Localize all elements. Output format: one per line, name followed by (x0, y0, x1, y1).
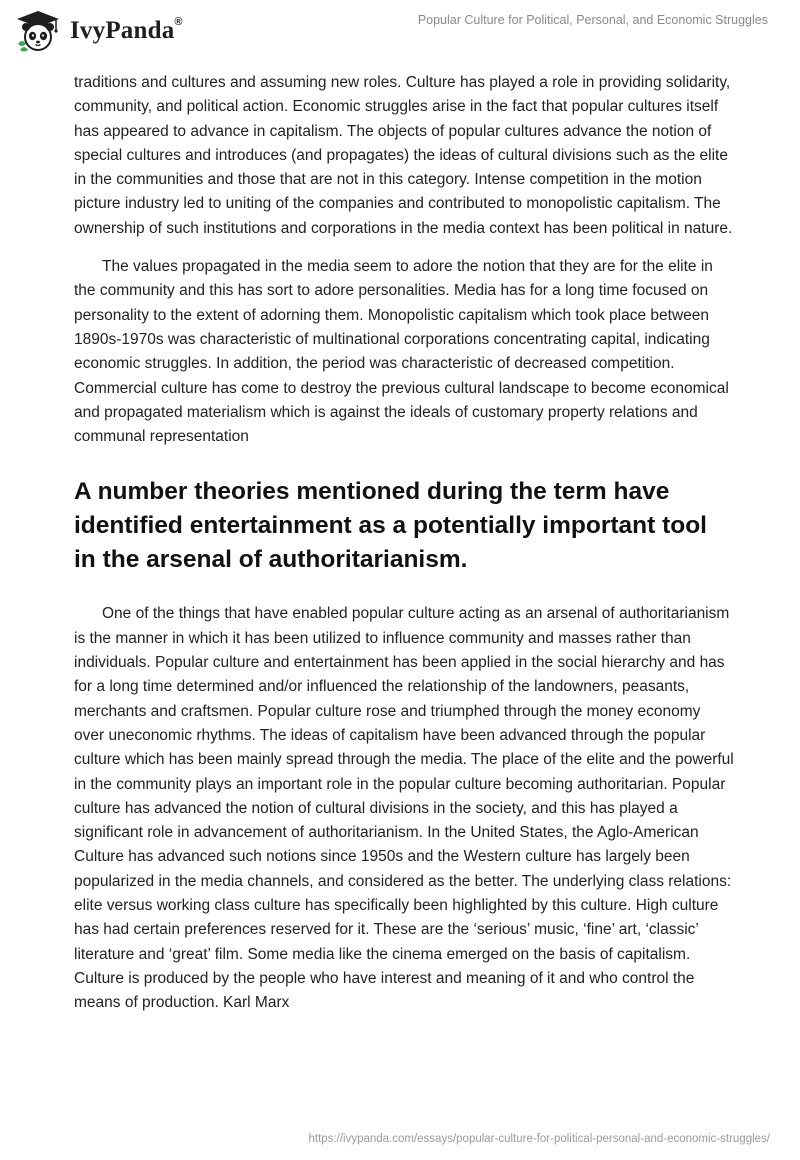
body-paragraph: traditions and cultures and assuming new roles. Culture has played a role in providing solidarity, community, and political action. Economic struggles arise in the fact that popular cultures itself has appeared to advance in capitalism. The objects of popular cultures advance the notion of special cultures and introduces (and propagates) the ideas of cultural divisions such as the elite in the communities and those that are not in this category. Intense competition in the motion picture industry led to uniting of the companies and contributed to monopolistic capitalism. The ownership of such institutions and corporations in the media context has been political in nature. (74, 74, 733, 237)
essay-content (74, 71, 734, 1016)
section-heading: A number theories mentioned during the term have identified entertainment as a potentially important tool in the arsenal of authoritarianism. (74, 478, 707, 574)
ivypanda-logo[interactable] (14, 10, 183, 52)
page-header (0, 0, 800, 62)
panda-graduate-icon (14, 10, 62, 52)
body-paragraph: The values propagated in the media seem to adore the notion that they are for the elite in the community and this has sort to adore personalities. Media has for a long time focused on personality to the extent of adorning them. Monopolistic capitalism which took place between 1890s-1970s was characteristic of multinational corporations concentrating capital, indicating economic struggles. In addition, the period was characteristic of decreased competition. Commercial culture has come to destroy the previous cultural landscape to become economical and propagated materialism which is against the ideals of customary property relations and communal representation (74, 258, 729, 446)
body-paragraph: One of the things that have enabled popular culture acting as an arsenal of authoritarianism is the manner in which it has been utilized to influence community and masses rather than individuals. Popular culture and entertainment has been applied in the social hierarchy and has for a long time determined and/or influenced the relationship of the landowners, peasants, merchants and craftsmen. Popular culture rose and triumphed through the money economy over uneconomic rhythms. The ideas of capitalism have been advanced through the popular culture which has been mainly spread through the media. The place of the elite and the powerful in the community plays an important role in the popular culture becoming authoritarian. Popular culture has advanced the notion of cultural divisions in the society, and this has played a significant role in advancement of authoritarianism. In the United States, the Aglo-American Culture has advanced such notions since 1950s and the Western culture has largely been popularized in the media channels, and considered as the better. The underlying class relations: elite versus working class culture has specifically been highlighted by this culture. High culture has had certain preferences reserved for it. These are the ‘serious’ music, ‘fine’ art, ‘classic’ literature and ‘great’ film. Some media like the cinema emerged on the basis of capitalism. Culture is produced by the people who have interest and meaning of it and who control the means of production. Karl Marx (74, 605, 734, 1012)
registered-mark: ® (174, 15, 183, 28)
document-title: Popular Culture for Political, Personal, and Economic Struggles (417, 13, 768, 27)
logo-wordmark: IvyPanda® (70, 15, 183, 44)
source-url[interactable]: https://ivypanda.com/essays/popular-culture-for-political-personal-and-economic-struggles/ (308, 1133, 770, 1145)
